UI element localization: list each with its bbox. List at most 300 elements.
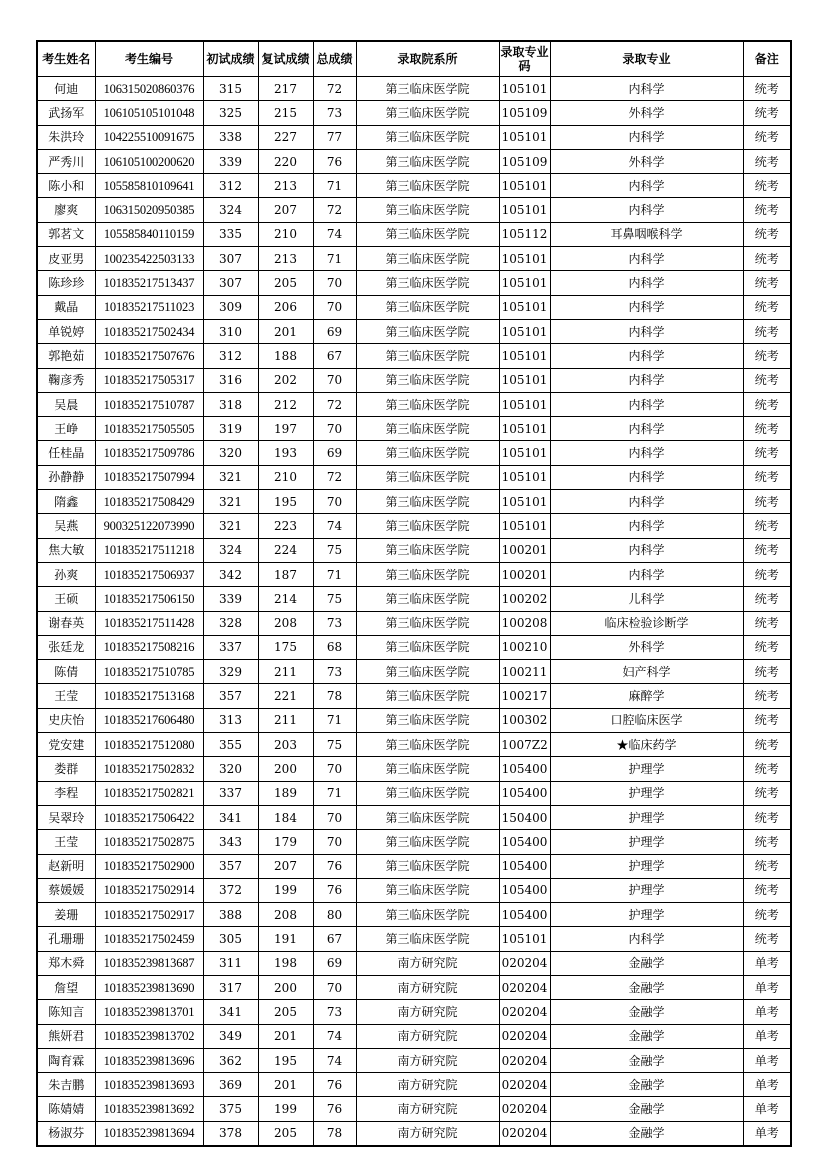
cell-major: 内科学 <box>550 417 743 441</box>
cell-name: 姜珊 <box>37 903 95 927</box>
cell-department: 第三临床医学院 <box>356 441 499 465</box>
cell-retest-score: 184 <box>258 805 313 829</box>
cell-exam-id: 101835217502914 <box>95 878 203 902</box>
cell-retest-score: 206 <box>258 295 313 319</box>
cell-department: 南方研究院 <box>356 951 499 975</box>
cell-major-code: 105400 <box>499 903 550 927</box>
cell-retest-score: 207 <box>258 854 313 878</box>
cell-name: 皮亚男 <box>37 247 95 271</box>
cell-name: 李程 <box>37 781 95 805</box>
cell-retest-score: 210 <box>258 222 313 246</box>
cell-exam-id: 101835217502459 <box>95 927 203 951</box>
cell-major: 护理学 <box>550 854 743 878</box>
cell-note: 单考 <box>743 951 791 975</box>
cell-department: 南方研究院 <box>356 1073 499 1097</box>
table-row <box>37 757 791 781</box>
cell-major: 麻醉学 <box>550 684 743 708</box>
cell-major: 金融学 <box>550 1000 743 1024</box>
cell-initial-score: 313 <box>203 708 258 732</box>
cell-major-code: 105400 <box>499 830 550 854</box>
table-row <box>37 125 791 149</box>
cell-retest-score: 211 <box>258 708 313 732</box>
cell-exam-id: 105585810109641 <box>95 174 203 198</box>
table-row <box>37 1097 791 1121</box>
cell-initial-score: 310 <box>203 319 258 343</box>
cell-name: 吴燕 <box>37 514 95 538</box>
header-row <box>37 41 791 77</box>
cell-exam-id: 101835217511023 <box>95 295 203 319</box>
cell-retest-score: 203 <box>258 733 313 757</box>
cell-total-score: 70 <box>313 805 356 829</box>
cell-name: 朱吉鹏 <box>37 1073 95 1097</box>
cell-name: 王硕 <box>37 587 95 611</box>
cell-note: 统考 <box>743 854 791 878</box>
cell-major: 内科学 <box>550 247 743 271</box>
cell-initial-score: 357 <box>203 684 258 708</box>
table-row <box>37 927 791 951</box>
table-row <box>37 101 791 125</box>
cell-retest-score: 223 <box>258 514 313 538</box>
cell-total-score: 68 <box>313 635 356 659</box>
admission-table <box>36 40 792 1147</box>
cell-major-code: 105400 <box>499 854 550 878</box>
cell-initial-score: 388 <box>203 903 258 927</box>
cell-total-score: 70 <box>313 368 356 392</box>
cell-major-code: 100202 <box>499 587 550 611</box>
cell-total-score: 71 <box>313 247 356 271</box>
cell-initial-score: 312 <box>203 344 258 368</box>
cell-note: 统考 <box>743 101 791 125</box>
table-row <box>37 538 791 562</box>
cell-major: 护理学 <box>550 757 743 781</box>
cell-name: 吴翠玲 <box>37 805 95 829</box>
cell-initial-score: 341 <box>203 1000 258 1024</box>
cell-name: 娄群 <box>37 757 95 781</box>
cell-retest-score: 199 <box>258 1097 313 1121</box>
cell-note: 统考 <box>743 660 791 684</box>
cell-retest-score: 214 <box>258 587 313 611</box>
cell-major-code: 105109 <box>499 149 550 173</box>
cell-retest-score: 188 <box>258 344 313 368</box>
cell-note: 统考 <box>743 222 791 246</box>
cell-name: 王莹 <box>37 684 95 708</box>
cell-note: 统考 <box>743 830 791 854</box>
cell-major-code: 105101 <box>499 247 550 271</box>
cell-department: 第三临床医学院 <box>356 684 499 708</box>
cell-department: 第三临床医学院 <box>356 77 499 101</box>
cell-total-score: 71 <box>313 708 356 732</box>
cell-major: 外科学 <box>550 149 743 173</box>
cell-department: 第三临床医学院 <box>356 344 499 368</box>
table-row <box>37 733 791 757</box>
cell-major-code: 100217 <box>499 684 550 708</box>
cell-department: 南方研究院 <box>356 1048 499 1072</box>
cell-initial-score: 339 <box>203 587 258 611</box>
cell-exam-id: 101835217507676 <box>95 344 203 368</box>
cell-major-code: 020204 <box>499 951 550 975</box>
cell-name: 鞠彦秀 <box>37 368 95 392</box>
cell-initial-score: 355 <box>203 733 258 757</box>
cell-exam-id: 101835239813692 <box>95 1097 203 1121</box>
cell-exam-id: 900325122073990 <box>95 514 203 538</box>
cell-retest-score: 200 <box>258 757 313 781</box>
cell-department: 第三临床医学院 <box>356 538 499 562</box>
cell-major-code: 105101 <box>499 441 550 465</box>
cell-department: 第三临床医学院 <box>356 222 499 246</box>
cell-exam-id: 100235422503133 <box>95 247 203 271</box>
cell-exam-id: 101835217510787 <box>95 392 203 416</box>
cell-exam-id: 101835217502917 <box>95 903 203 927</box>
cell-note: 统考 <box>743 247 791 271</box>
cell-major-code: 020204 <box>499 975 550 999</box>
cell-total-score: 73 <box>313 101 356 125</box>
header-retest-score: 复试成绩 <box>258 41 313 77</box>
cell-major-code: 105101 <box>499 490 550 514</box>
cell-total-score: 75 <box>313 538 356 562</box>
table-row <box>37 587 791 611</box>
cell-major: 内科学 <box>550 77 743 101</box>
cell-major: 护理学 <box>550 781 743 805</box>
cell-total-score: 80 <box>313 903 356 927</box>
cell-name: 严秀川 <box>37 149 95 173</box>
cell-exam-id: 101835217513437 <box>95 271 203 295</box>
cell-initial-score: 337 <box>203 781 258 805</box>
cell-major: 护理学 <box>550 903 743 927</box>
cell-initial-score: 362 <box>203 1048 258 1072</box>
cell-department: 第三临床医学院 <box>356 562 499 586</box>
cell-initial-score: 321 <box>203 490 258 514</box>
cell-department: 第三临床医学院 <box>356 271 499 295</box>
cell-name: 焦大敏 <box>37 538 95 562</box>
table-row <box>37 222 791 246</box>
cell-total-score: 67 <box>313 344 356 368</box>
cell-exam-id: 101835239813694 <box>95 1121 203 1146</box>
table-row <box>37 392 791 416</box>
cell-name: 朱洪玲 <box>37 125 95 149</box>
cell-major-code: 105400 <box>499 781 550 805</box>
cell-initial-score: 329 <box>203 660 258 684</box>
table-row <box>37 708 791 732</box>
cell-exam-id: 101835217502832 <box>95 757 203 781</box>
cell-major-code: 105101 <box>499 927 550 951</box>
cell-exam-id: 104225510091675 <box>95 125 203 149</box>
cell-total-score: 70 <box>313 975 356 999</box>
cell-exam-id: 101835217511428 <box>95 611 203 635</box>
cell-exam-id: 101835217511218 <box>95 538 203 562</box>
cell-total-score: 73 <box>313 611 356 635</box>
cell-initial-score: 318 <box>203 392 258 416</box>
cell-retest-score: 211 <box>258 660 313 684</box>
header-total-score: 总成绩 <box>313 41 356 77</box>
table-row <box>37 635 791 659</box>
cell-total-score: 74 <box>313 514 356 538</box>
cell-department: 第三临床医学院 <box>356 878 499 902</box>
cell-retest-score: 205 <box>258 1121 313 1146</box>
cell-note: 统考 <box>743 587 791 611</box>
cell-retest-score: 208 <box>258 903 313 927</box>
cell-exam-id: 105585840110159 <box>95 222 203 246</box>
cell-retest-score: 215 <box>258 101 313 125</box>
table-row <box>37 903 791 927</box>
cell-name: 郑木舜 <box>37 951 95 975</box>
cell-major-code: 105101 <box>499 198 550 222</box>
table-row <box>37 344 791 368</box>
cell-note: 统考 <box>743 538 791 562</box>
cell-major: 金融学 <box>550 975 743 999</box>
cell-note: 统考 <box>743 465 791 489</box>
cell-total-score: 76 <box>313 149 356 173</box>
cell-note: 统考 <box>743 149 791 173</box>
table-row <box>37 830 791 854</box>
cell-initial-score: 357 <box>203 854 258 878</box>
cell-initial-score: 325 <box>203 101 258 125</box>
cell-note: 统考 <box>743 733 791 757</box>
cell-exam-id: 101835217606480 <box>95 708 203 732</box>
cell-total-score: 69 <box>313 951 356 975</box>
cell-retest-score: 205 <box>258 1000 313 1024</box>
cell-exam-id: 101835217508216 <box>95 635 203 659</box>
cell-retest-score: 224 <box>258 538 313 562</box>
cell-note: 统考 <box>743 635 791 659</box>
cell-note: 单考 <box>743 1024 791 1048</box>
cell-total-score: 73 <box>313 1000 356 1024</box>
header-department: 录取院系所 <box>356 41 499 77</box>
cell-name: 党安建 <box>37 733 95 757</box>
cell-name: 单锐婷 <box>37 319 95 343</box>
cell-initial-score: 320 <box>203 757 258 781</box>
cell-major: 内科学 <box>550 465 743 489</box>
cell-retest-score: 201 <box>258 319 313 343</box>
table-row <box>37 247 791 271</box>
cell-name: 廖爽 <box>37 198 95 222</box>
cell-initial-score: 335 <box>203 222 258 246</box>
cell-department: 第三临床医学院 <box>356 125 499 149</box>
cell-department: 第三临床医学院 <box>356 174 499 198</box>
cell-exam-id: 101835217512080 <box>95 733 203 757</box>
table-row <box>37 417 791 441</box>
cell-department: 第三临床医学院 <box>356 101 499 125</box>
cell-name: 孙静静 <box>37 465 95 489</box>
cell-total-score: 72 <box>313 392 356 416</box>
cell-major: 内科学 <box>550 538 743 562</box>
cell-name: 王莹 <box>37 830 95 854</box>
cell-note: 统考 <box>743 684 791 708</box>
cell-total-score: 74 <box>313 1024 356 1048</box>
cell-retest-score: 199 <box>258 878 313 902</box>
cell-major: 金融学 <box>550 1073 743 1097</box>
cell-major: 内科学 <box>550 319 743 343</box>
cell-major: 护理学 <box>550 805 743 829</box>
cell-total-score: 71 <box>313 781 356 805</box>
cell-name: 陈婧婧 <box>37 1097 95 1121</box>
cell-note: 统考 <box>743 368 791 392</box>
cell-exam-id: 101835239813690 <box>95 975 203 999</box>
cell-department: 第三临床医学院 <box>356 490 499 514</box>
cell-note: 统考 <box>743 708 791 732</box>
cell-major-code: 105101 <box>499 417 550 441</box>
cell-total-score: 77 <box>313 125 356 149</box>
cell-exam-id: 101835217513168 <box>95 684 203 708</box>
cell-total-score: 76 <box>313 854 356 878</box>
cell-department: 第三临床医学院 <box>356 149 499 173</box>
cell-department: 第三临床医学院 <box>356 635 499 659</box>
cell-note: 统考 <box>743 125 791 149</box>
cell-note: 单考 <box>743 1073 791 1097</box>
cell-initial-score: 372 <box>203 878 258 902</box>
cell-exam-id: 101835217510785 <box>95 660 203 684</box>
cell-department: 第三临床医学院 <box>356 805 499 829</box>
cell-retest-score: 205 <box>258 271 313 295</box>
table-row <box>37 611 791 635</box>
cell-total-score: 75 <box>313 733 356 757</box>
cell-initial-score: 317 <box>203 975 258 999</box>
cell-name: 赵新明 <box>37 854 95 878</box>
cell-exam-id: 101835239813687 <box>95 951 203 975</box>
cell-name: 史庆怡 <box>37 708 95 732</box>
cell-department: 第三临床医学院 <box>356 830 499 854</box>
cell-name: 孔珊珊 <box>37 927 95 951</box>
cell-total-score: 70 <box>313 490 356 514</box>
cell-major: 内科学 <box>550 490 743 514</box>
cell-retest-score: 195 <box>258 490 313 514</box>
cell-department: 第三临床医学院 <box>356 927 499 951</box>
cell-major-code: 100210 <box>499 635 550 659</box>
cell-major-code: 020204 <box>499 1024 550 1048</box>
cell-initial-score: 320 <box>203 441 258 465</box>
cell-major-code: 020204 <box>499 1121 550 1146</box>
cell-name: 熊妍君 <box>37 1024 95 1048</box>
cell-name: 陈倩 <box>37 660 95 684</box>
cell-note: 统考 <box>743 344 791 368</box>
cell-major: 金融学 <box>550 1121 743 1146</box>
cell-major-code: 020204 <box>499 1048 550 1072</box>
table-row <box>37 951 791 975</box>
cell-retest-score: 217 <box>258 77 313 101</box>
cell-note: 统考 <box>743 417 791 441</box>
cell-exam-id: 101835217509786 <box>95 441 203 465</box>
cell-initial-score: 337 <box>203 635 258 659</box>
header-major-code: 录取专业码 <box>499 41 550 77</box>
cell-department: 第三临床医学院 <box>356 368 499 392</box>
cell-initial-score: 324 <box>203 198 258 222</box>
cell-department: 第三临床医学院 <box>356 465 499 489</box>
cell-major-code: 105101 <box>499 465 550 489</box>
cell-total-score: 70 <box>313 757 356 781</box>
table-row <box>37 805 791 829</box>
table-row <box>37 319 791 343</box>
cell-retest-score: 201 <box>258 1024 313 1048</box>
cell-major-code: 1007Z2 <box>499 733 550 757</box>
cell-exam-id: 101835217502875 <box>95 830 203 854</box>
cell-retest-score: 187 <box>258 562 313 586</box>
header-note: 备注 <box>743 41 791 77</box>
cell-total-score: 71 <box>313 562 356 586</box>
cell-note: 统考 <box>743 441 791 465</box>
cell-initial-score: 321 <box>203 465 258 489</box>
cell-major: 儿科学 <box>550 587 743 611</box>
cell-major: 内科学 <box>550 368 743 392</box>
cell-major: 内科学 <box>550 441 743 465</box>
cell-exam-id: 101835239813696 <box>95 1048 203 1072</box>
cell-name: 任桂晶 <box>37 441 95 465</box>
cell-retest-score: 202 <box>258 368 313 392</box>
cell-initial-score: 369 <box>203 1073 258 1097</box>
cell-name: 戴晶 <box>37 295 95 319</box>
cell-major-code: 105101 <box>499 319 550 343</box>
cell-major-code: 105400 <box>499 878 550 902</box>
cell-total-score: 76 <box>313 1097 356 1121</box>
cell-department: 第三临床医学院 <box>356 611 499 635</box>
cell-name: 谢春英 <box>37 611 95 635</box>
cell-note: 统考 <box>743 392 791 416</box>
cell-total-score: 70 <box>313 295 356 319</box>
cell-department: 南方研究院 <box>356 975 499 999</box>
cell-name: 郭艳茹 <box>37 344 95 368</box>
cell-exam-id: 106105105101048 <box>95 101 203 125</box>
table-row <box>37 1121 791 1146</box>
cell-major: 临床检验诊断学 <box>550 611 743 635</box>
cell-major-code: 100302 <box>499 708 550 732</box>
cell-department: 第三临床医学院 <box>356 319 499 343</box>
cell-name: 吴晨 <box>37 392 95 416</box>
cell-note: 统考 <box>743 271 791 295</box>
cell-name: 陶育霖 <box>37 1048 95 1072</box>
cell-exam-id: 101835217505317 <box>95 368 203 392</box>
cell-department: 第三临床医学院 <box>356 708 499 732</box>
cell-major: 内科学 <box>550 392 743 416</box>
cell-department: 第三临床医学院 <box>356 417 499 441</box>
table-row <box>37 77 791 101</box>
cell-total-score: 71 <box>313 174 356 198</box>
cell-initial-score: 316 <box>203 368 258 392</box>
cell-initial-score: 341 <box>203 805 258 829</box>
cell-major: 内科学 <box>550 514 743 538</box>
cell-major: 耳鼻咽喉科学 <box>550 222 743 246</box>
cell-department: 南方研究院 <box>356 1121 499 1146</box>
table-row <box>37 684 791 708</box>
cell-total-score: 72 <box>313 465 356 489</box>
cell-name: 陈小和 <box>37 174 95 198</box>
cell-exam-id: 101835239813701 <box>95 1000 203 1024</box>
cell-name: 张廷龙 <box>37 635 95 659</box>
cell-major-code: 020204 <box>499 1000 550 1024</box>
cell-initial-score: 311 <box>203 951 258 975</box>
cell-initial-score: 342 <box>203 562 258 586</box>
cell-major: 内科学 <box>550 927 743 951</box>
cell-department: 第三临床医学院 <box>356 660 499 684</box>
cell-major-code: 105101 <box>499 271 550 295</box>
cell-major-code: 105101 <box>499 392 550 416</box>
cell-total-score: 69 <box>313 441 356 465</box>
cell-total-score: 76 <box>313 1073 356 1097</box>
cell-major-code: 105101 <box>499 514 550 538</box>
cell-major: 金融学 <box>550 1048 743 1072</box>
cell-major-code: 105400 <box>499 757 550 781</box>
cell-initial-score: 338 <box>203 125 258 149</box>
cell-major-code: 105101 <box>499 368 550 392</box>
table-row <box>37 149 791 173</box>
cell-note: 单考 <box>743 975 791 999</box>
cell-initial-score: 349 <box>203 1024 258 1048</box>
table-row <box>37 660 791 684</box>
cell-initial-score: 375 <box>203 1097 258 1121</box>
cell-exam-id: 101835217505505 <box>95 417 203 441</box>
cell-retest-score: 175 <box>258 635 313 659</box>
cell-retest-score: 191 <box>258 927 313 951</box>
table-row <box>37 198 791 222</box>
cell-major-code: 020204 <box>499 1097 550 1121</box>
cell-exam-id: 101835217506937 <box>95 562 203 586</box>
